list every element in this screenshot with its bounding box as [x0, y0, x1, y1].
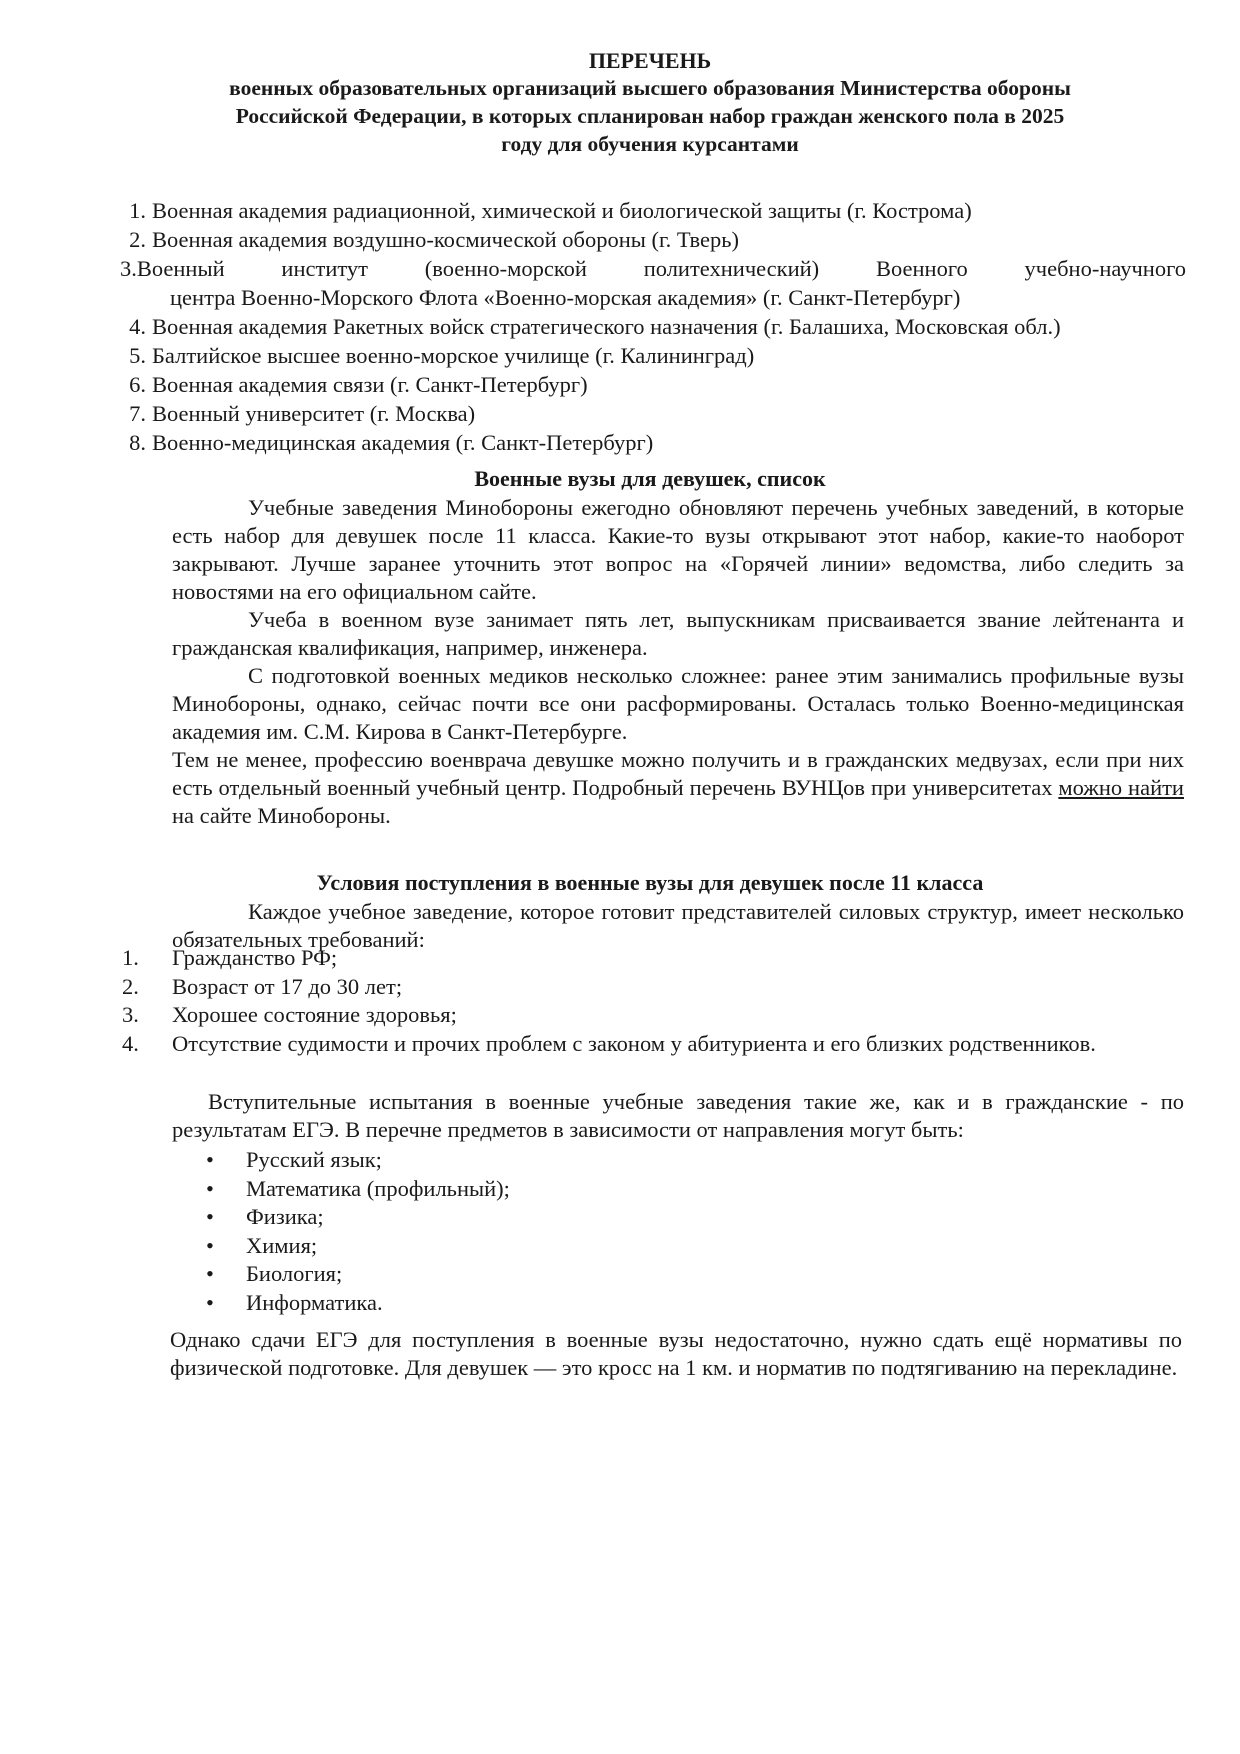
- bullet-icon: •: [206, 1147, 214, 1172]
- list-item-number: 3.: [122, 1002, 139, 1027]
- list-item-text: Отсутствие судимости и прочих проблем с законом у абитуриента и его близких родственников.: [172, 1030, 1096, 1056]
- list-item-text: Военная академия Ракетных войск стратегического назначения (г. Балашиха, Московская обл.): [152, 314, 1061, 339]
- ministry-link[interactable]: можно найти: [1058, 775, 1184, 800]
- document-title-block: [150, 48, 1150, 158]
- list-item: [122, 1030, 1182, 1059]
- list-item-number: 4.: [129, 314, 146, 339]
- paragraph-annual-update: Учебные заведения Минобороны ежегодно обновляют перечень учебных заведений, в которые есть набор для девушек после 11 класса. Какие-то вузы открывают этот набор, какие-то наоборот закрывают. Лучше заранее уточнить этот вопрос на «Горячей линии» ведомства, либо следить за новостями на его официальном сайте.: [172, 495, 1184, 604]
- paragraph-physical-standards: Однако сдачи ЕГЭ для поступления в военные вузы недостаточно, нужно сдать ещё нормативы по физической подготовке. Для девушек — это кросс на 1 км. и норматив по подтягиванию на перекладине.: [170, 1327, 1182, 1380]
- paragraph-civil-medical: [172, 746, 1184, 830]
- subjects-list: [206, 1146, 510, 1317]
- section-heading-admission: Условия поступления в военные вузы для девушек после 11 класса: [316, 870, 984, 895]
- list-item: [206, 1146, 510, 1175]
- list-item: [120, 428, 1200, 457]
- list-item: [206, 1175, 510, 1204]
- list-item-text: Хорошее состояние здоровья;: [172, 1002, 457, 1027]
- list-item-text: Военно-медицинская академия (г. Санкт-Петербург): [152, 430, 654, 455]
- list-item-number: 4.: [122, 1030, 139, 1056]
- list-item-text: Химия;: [246, 1232, 318, 1258]
- list-item-first-line: [120, 254, 1186, 283]
- bullet-icon: •: [206, 1232, 214, 1258]
- list-item-continuation: центра Военно-Морского Флота «Военно-морская академия» (г. Санкт-Петербург): [170, 285, 961, 310]
- bullet-icon: •: [206, 1289, 214, 1315]
- list-item-text: Информатика.: [246, 1289, 383, 1315]
- list-item-number: 3.: [120, 256, 137, 281]
- document-title: ПЕРЕЧЕНЬ: [588, 48, 712, 73]
- requirements-list: [122, 944, 1182, 1058]
- bullet-icon: •: [206, 1175, 214, 1201]
- list-item-text: Военная академия радиационной, химической и биологической защиты (г. Кострома): [152, 198, 972, 223]
- list-item-text: Военная академия воздушно-космической обороны (г. Тверь): [152, 227, 740, 252]
- list-item-text: Гражданство РФ;: [172, 945, 338, 970]
- list-item-number: 6.: [129, 372, 146, 397]
- list-item-text: Русский язык;: [246, 1147, 382, 1172]
- list-item-number: 2.: [122, 973, 139, 999]
- list-item: [120, 341, 1200, 370]
- list-item: [120, 370, 1200, 399]
- list-item-text: Военный институт (военно-морской политехнический) Военного учебно-научного: [136, 256, 1186, 281]
- bullet-icon: •: [206, 1261, 214, 1286]
- list-item-text: Балтийское высшее военно-морское училище (г. Калининград): [152, 343, 755, 368]
- list-item: [122, 1001, 1182, 1030]
- list-item-number: 1.: [129, 198, 146, 223]
- list-item: [120, 312, 1200, 341]
- paragraph-text: на сайте Минобороны.: [172, 803, 391, 828]
- paragraph-requirements-intro: Каждое учебное заведение, которое готовит представителей силовых структур, имеет несколько обязательных требований:: [172, 899, 1184, 952]
- list-item: [120, 254, 1186, 312]
- paragraph-medics: С подготовкой военных медиков несколько сложнее: ранее этим занимались профильные вузы Минобороны, однако, сейчас почти все они расформированы. Осталась только Военно-медицинская академия им. С.М. Кирова в Санкт-Петербурге.: [172, 663, 1184, 744]
- bullet-icon: •: [206, 1204, 214, 1229]
- list-item: [120, 196, 1200, 225]
- list-item: [122, 973, 1182, 1002]
- list-item-text: Военная академия связи (г. Санкт-Петербург): [152, 372, 588, 397]
- institution-list: [120, 196, 1200, 457]
- list-item: [122, 944, 1182, 973]
- list-item: [120, 399, 1200, 428]
- list-item: [120, 225, 1200, 254]
- document-subtitle-line-1: военных образовательных организаций высшего образования Министерства обороны: [229, 76, 1071, 100]
- list-item-text: Физика;: [246, 1204, 324, 1229]
- paragraph-entrance-exams: Вступительные испытания в военные учебные заведения такие же, как и в гражданские - по результатам ЕГЭ. В перечне предметов в зависимости от направления могут быть:: [172, 1089, 1184, 1142]
- list-item-text: Математика (профильный);: [246, 1175, 510, 1201]
- paragraph-text: Тем не менее, профессию военврача девушке можно получить и в гражданских медвузах, если при них есть отдельный военный учебный центр. Подробный перечень ВУНЦов при университетах: [172, 747, 1184, 800]
- list-item: [206, 1260, 510, 1289]
- list-item-number: 5.: [129, 343, 146, 368]
- document-subtitle-line-3: году для обучения курсантами: [501, 132, 799, 156]
- list-item: [206, 1232, 510, 1261]
- list-item-text: Военный университет (г. Москва): [152, 401, 476, 426]
- document-subtitle-line-2: Российской Федерации, в которых спланирован набор граждан женского пола в 2025: [235, 104, 1065, 128]
- list-item: [206, 1289, 510, 1318]
- list-item-text: Биология;: [246, 1261, 343, 1286]
- list-item-number: 1.: [122, 945, 139, 970]
- list-item: [206, 1203, 510, 1232]
- list-item-number: 7.: [129, 401, 146, 426]
- list-item-number: 2.: [129, 227, 146, 252]
- paragraph-study-duration: Учеба в военном вузе занимает пять лет, выпускникам присваивается звание лейтенанта и гражданская квалификация, например, инженера.: [172, 607, 1184, 660]
- list-item-text: Возраст от 17 до 30 лет;: [172, 973, 403, 999]
- section-heading-universities: Военные вузы для девушек, список: [474, 466, 826, 491]
- list-item-number: 8.: [129, 430, 146, 455]
